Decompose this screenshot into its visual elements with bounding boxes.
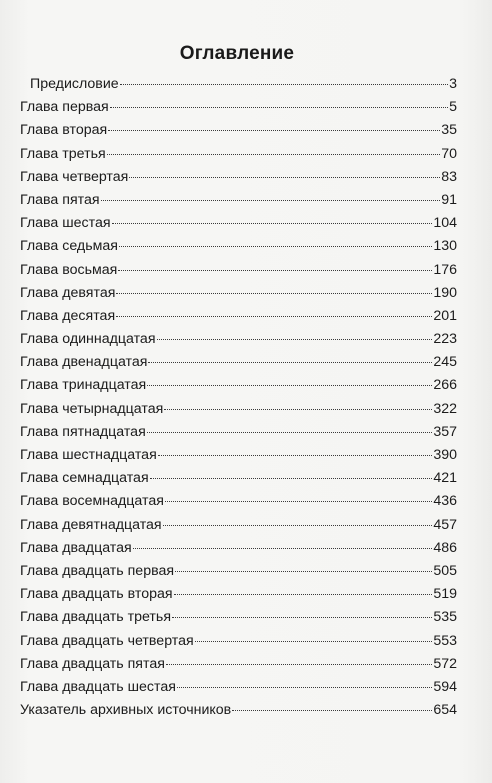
- dot-leader: [107, 153, 441, 155]
- toc-entry-label: Глава тринадцатая: [20, 377, 147, 394]
- toc-entry-label: Глава седьмая: [20, 238, 118, 255]
- toc-entry-page-number: 421: [433, 470, 457, 487]
- toc-entry-page-number: 553: [433, 632, 457, 649]
- toc-entry: [20, 119, 457, 142]
- toc-entry-label: Глава шестнадцатая: [20, 447, 157, 463]
- dot-leader: [101, 199, 441, 201]
- toc-entry-page-number: 357: [433, 423, 457, 440]
- dot-leader: [112, 222, 433, 224]
- toc-entry: [20, 328, 457, 351]
- toc-entry: [20, 444, 457, 467]
- toc-entry: [20, 560, 457, 583]
- toc-entry: [20, 676, 457, 699]
- toc-entry: [20, 630, 457, 653]
- toc-entry: [20, 514, 457, 537]
- table-of-contents: [20, 73, 457, 722]
- dot-leader: [116, 315, 432, 317]
- toc-entry-page-number: 519: [433, 586, 457, 603]
- toc-entry-label: Глава пятнадцатая: [20, 423, 146, 440]
- toc-entry-label: Глава десятая: [20, 307, 116, 324]
- toc-entry-label: Глава двадцать шестая: [20, 678, 176, 695]
- toc-entry-label: Указатель архивных источников: [20, 702, 232, 719]
- toc-entry-page-number: 594: [433, 678, 457, 695]
- toc-entry: [20, 583, 457, 606]
- dot-leader: [133, 547, 433, 549]
- toc-entry-page-number: 572: [433, 655, 457, 672]
- dot-leader: [118, 269, 432, 271]
- toc-entry-label: Глава двадцать пятая: [20, 655, 165, 672]
- dot-leader: [108, 129, 440, 131]
- toc-entry-label: Глава двадцатая: [20, 539, 132, 556]
- toc-entry-page-number: 5: [449, 99, 457, 116]
- toc-entry-page-number: 245: [433, 354, 457, 371]
- dot-leader: [119, 245, 432, 247]
- toc-entry-label: Глава четвертая: [20, 168, 129, 185]
- toc-entry: [20, 166, 457, 189]
- dot-leader: [174, 593, 433, 595]
- toc-entry: [20, 398, 457, 421]
- toc-entry-label: Глава вторая: [20, 122, 108, 139]
- toc-entry-label: Глава восьмая: [20, 261, 118, 278]
- toc-entry-label: Глава двенадцатая: [20, 354, 148, 371]
- toc-entry: [20, 305, 457, 328]
- toc-entry-page-number: 91: [441, 191, 457, 208]
- toc-entry-label: Глава семнадцатая: [20, 470, 149, 487]
- toc-entry-page-number: 436: [433, 493, 457, 510]
- toc-entry-label: Глава шестая: [20, 215, 111, 232]
- dot-leader: [110, 106, 448, 108]
- toc-entry-page-number: 266: [433, 377, 457, 394]
- toc-entry: [20, 259, 457, 282]
- toc-entry: [20, 189, 457, 212]
- toc-entry-page-number: 130: [433, 238, 457, 255]
- toc-entry-page-number: 201: [433, 307, 457, 324]
- toc-entry-page-number: 190: [433, 284, 457, 301]
- toc-entry-label: Глава двадцать третья: [20, 609, 172, 626]
- toc-entry-label: Глава двадцать вторая: [20, 586, 173, 603]
- toc-entry-page-number: 104: [433, 215, 457, 232]
- toc-entry: [20, 96, 457, 119]
- toc-entry: [20, 235, 457, 258]
- toc-entry-label: Глава девятая: [20, 284, 116, 301]
- dot-leader: [157, 338, 433, 340]
- toc-entry-label: Глава двадцать четвертая: [20, 632, 194, 649]
- toc-entry: [20, 467, 457, 490]
- toc-entry-page-number: 535: [433, 609, 457, 626]
- dot-leader: [148, 361, 432, 363]
- dot-leader: [129, 176, 440, 178]
- toc-entry: [20, 490, 457, 513]
- toc-entry-label: Глава первая: [20, 99, 109, 116]
- toc-entry-page-number: 70: [441, 145, 457, 162]
- toc-entry-page-number: 176: [433, 261, 457, 278]
- toc-entry: [20, 699, 457, 722]
- toc-entry-page-number: 223: [433, 331, 457, 348]
- toc-entry-label: Глава четырнадцатая: [20, 400, 164, 417]
- toc-entry-label: Глава одиннадцатая: [20, 331, 156, 348]
- toc-entry-page-number: 486: [433, 539, 457, 556]
- dot-leader: [232, 709, 432, 711]
- dot-leader: [175, 570, 432, 572]
- toc-entry-label: Глава девятнадцатая: [20, 516, 162, 533]
- toc-entry-page-number: 3: [449, 76, 457, 92]
- toc-entry: [20, 421, 457, 444]
- toc-entry: [20, 606, 457, 629]
- dot-leader: [164, 408, 432, 410]
- toc-entry: [20, 212, 457, 235]
- dot-leader: [120, 83, 448, 85]
- dot-leader: [163, 524, 433, 526]
- toc-entry-page-number: 35: [441, 122, 457, 139]
- toc-entry: [20, 351, 457, 374]
- dot-leader: [116, 292, 432, 294]
- dot-leader: [165, 500, 432, 502]
- toc-entry-page-number: 654: [433, 702, 457, 719]
- toc-entry-page-number: 322: [433, 400, 457, 417]
- dot-leader: [172, 616, 432, 618]
- toc-entry-page-number: 457: [433, 516, 457, 533]
- toc-entry-page-number: 83: [441, 168, 457, 185]
- toc-entry: [20, 143, 457, 166]
- dot-leader: [166, 663, 432, 665]
- toc-entry-label: Глава двадцать первая: [20, 562, 175, 579]
- dot-leader: [147, 431, 433, 433]
- toc-entry-label: Предисловие: [30, 76, 119, 92]
- toc-entry-page-number: 505: [433, 562, 457, 579]
- toc-entry-page-number: 390: [433, 447, 457, 463]
- dot-leader: [150, 477, 433, 479]
- toc-entry-label: Глава третья: [20, 145, 106, 162]
- dot-leader: [177, 686, 432, 688]
- dot-leader: [158, 454, 433, 456]
- dot-leader: [147, 384, 432, 386]
- toc-entry: [20, 653, 457, 676]
- toc-entry: [20, 537, 457, 560]
- toc-entry-label: Глава восемнадцатая: [20, 493, 164, 510]
- toc-entry: [20, 282, 457, 305]
- dot-leader: [195, 640, 433, 642]
- page-title: Оглавление: [179, 43, 295, 64]
- toc-entry-label: Глава пятая: [20, 191, 100, 208]
- toc-entry: [20, 374, 457, 397]
- toc-entry: [20, 73, 457, 96]
